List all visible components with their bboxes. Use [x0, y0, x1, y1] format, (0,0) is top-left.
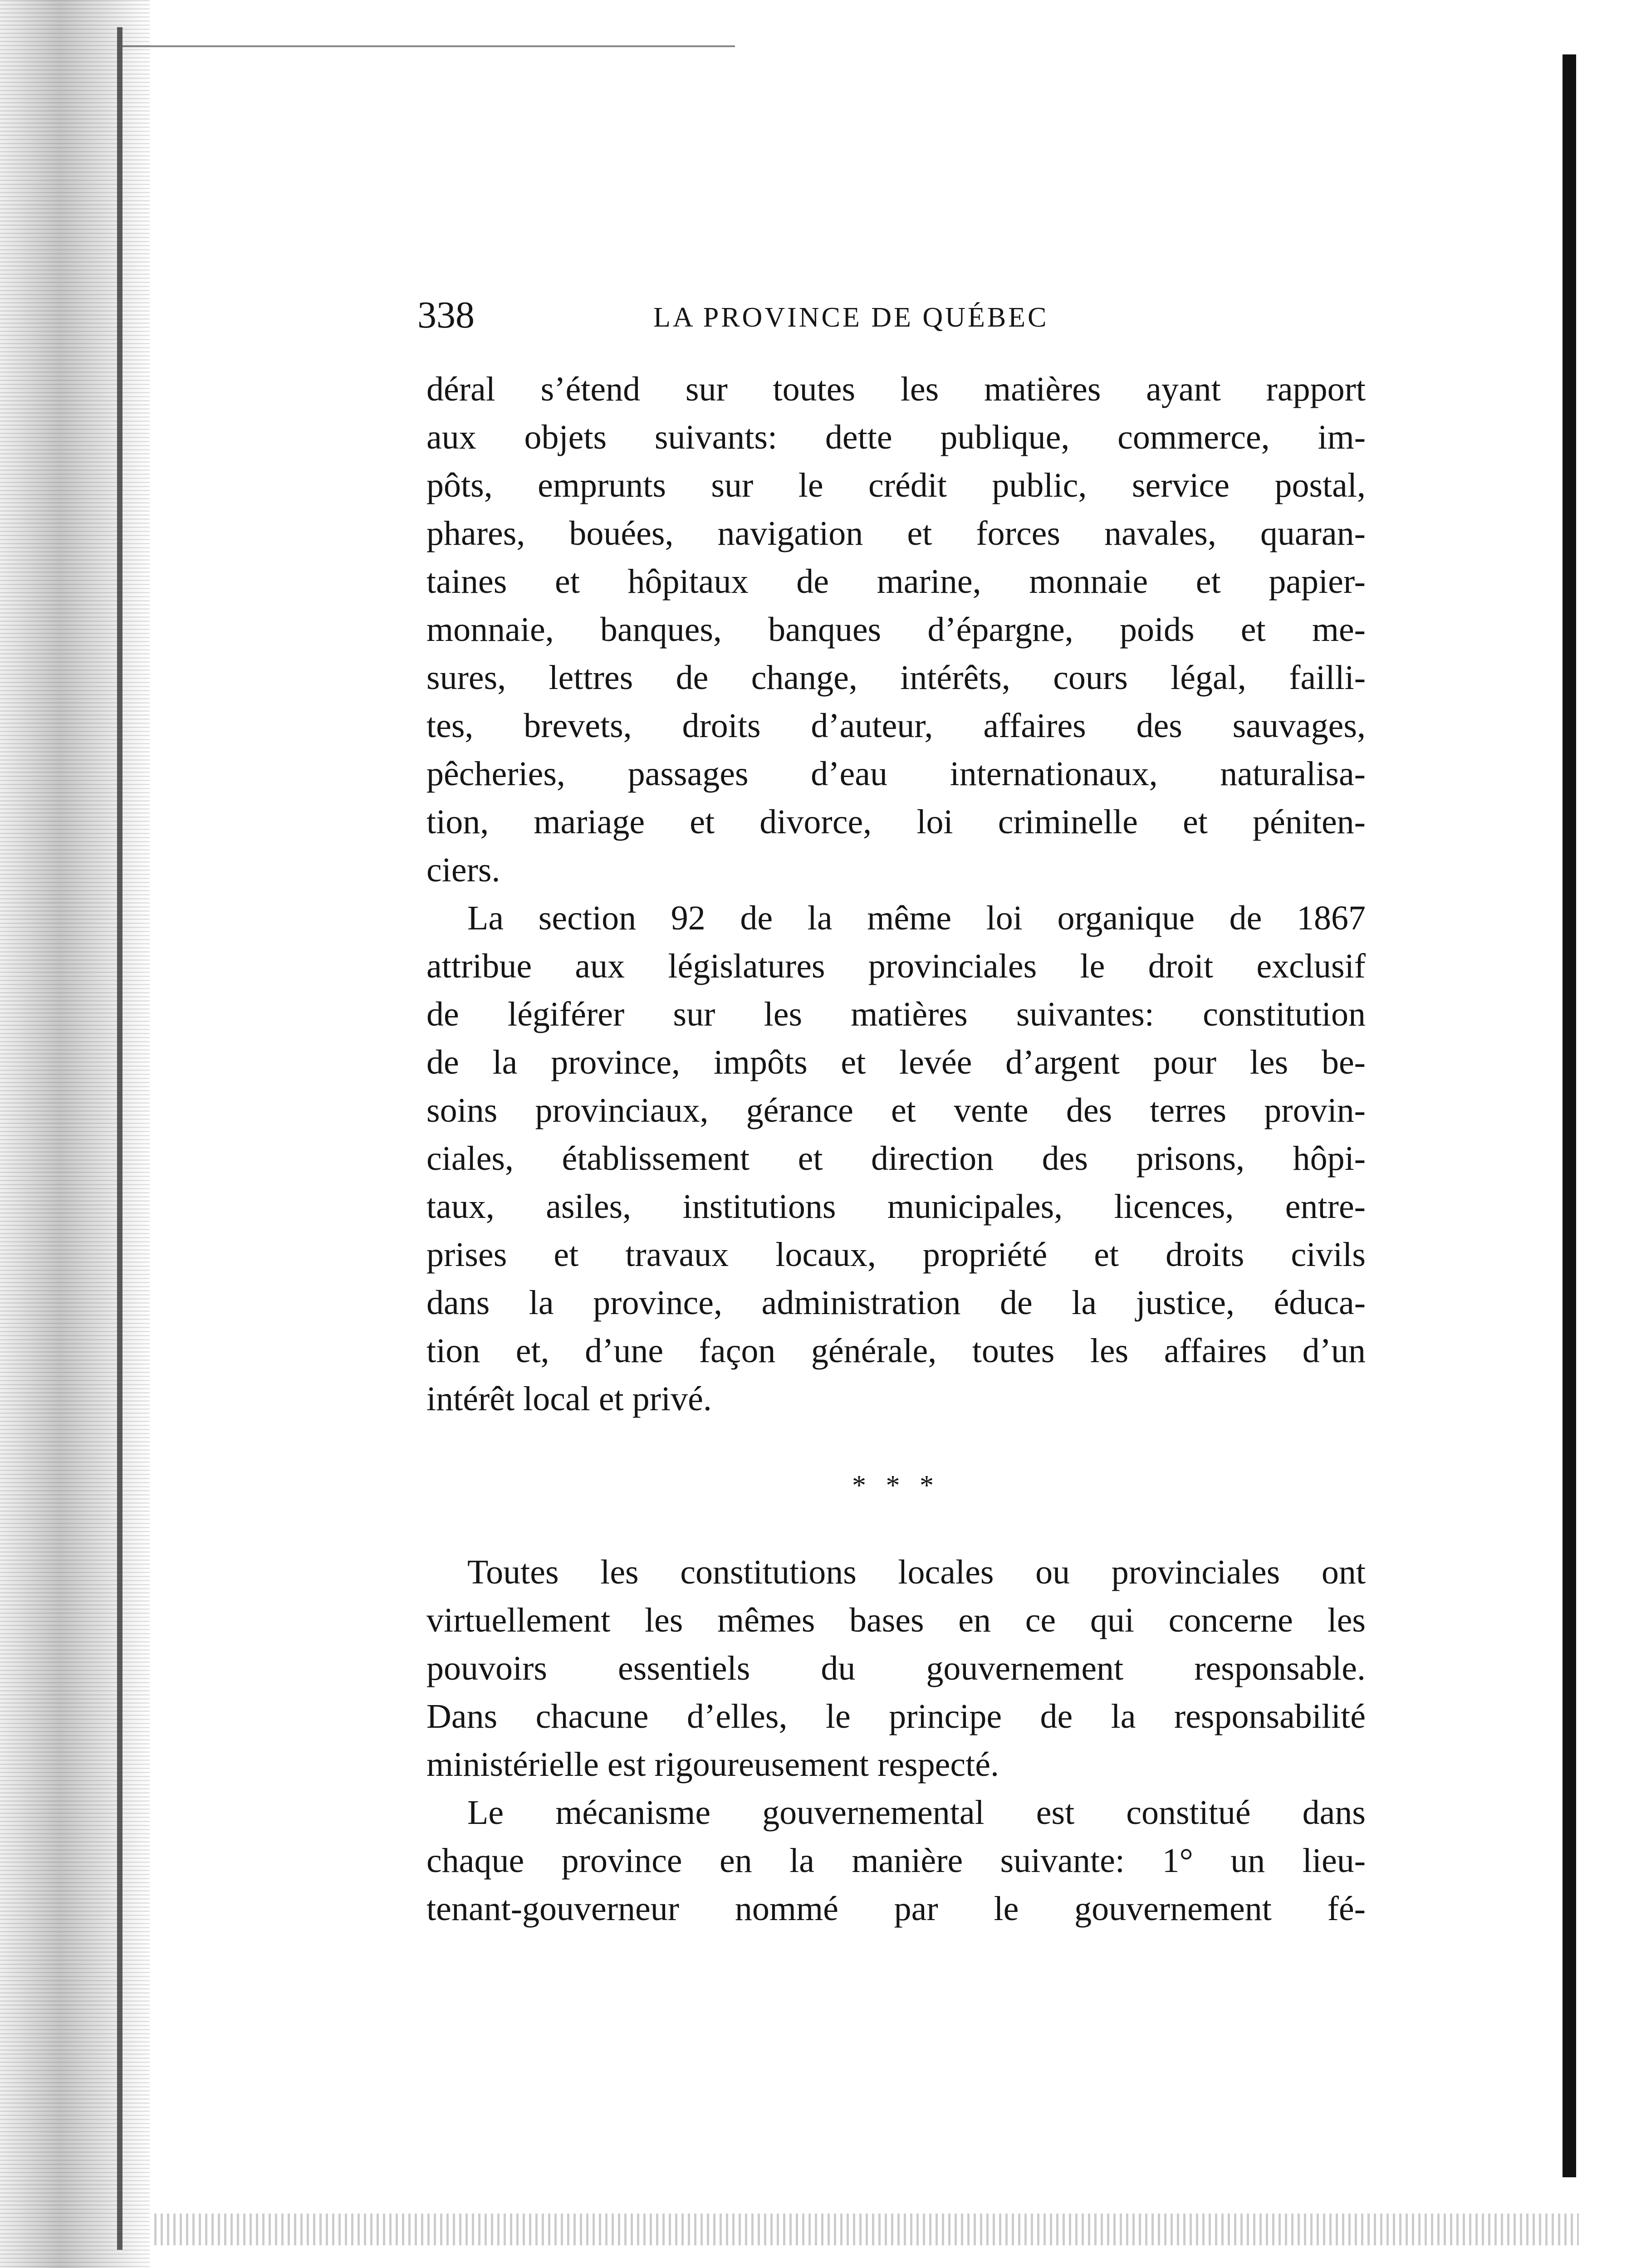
text-line: ciers. [426, 851, 500, 889]
text-line: monnaie, banques, banques d’épargne, poids et me- [426, 611, 1366, 649]
text-line: Le mécanisme gouvernemental est constitué dans [467, 1794, 1366, 1832]
text-line: tion et, d’une façon générale, toutes les affaires d’un [426, 1332, 1366, 1370]
text-line: aux objets suivants: dette publique, commerce, im- [426, 418, 1366, 456]
text-line: intérêt local et privé. [426, 1380, 712, 1418]
text-line: attribue aux législatures provinciales le droit exclusif [426, 947, 1366, 985]
scan-right-edge [1563, 54, 1576, 2177]
text-line: chaque province en la manière suivante: 1° un lieu- [426, 1842, 1366, 1880]
text-line: phares, bouées, navigation et forces navales, quaran- [426, 514, 1366, 552]
text-line: pôts, emprunts sur le crédit public, service postal, [426, 466, 1366, 504]
text-line: taines et hôpitaux de marine, monnaie et papier- [426, 562, 1366, 601]
text-line: La section 92 de la même loi organique de 1867 [467, 899, 1366, 937]
running-title: LA PROVINCE DE QUÉBEC [653, 302, 1049, 333]
text-line: ministérielle est rigoureusement respecté. [426, 1745, 999, 1784]
text-line: Dans chacune d’elles, le principe de la responsabilité [426, 1697, 1366, 1735]
text-line: tes, brevets, droits d’auteur, affaires des sauvages, [426, 707, 1366, 745]
scan-bottom-noise [154, 2214, 1579, 2245]
text-line: Toutes les constitutions locales ou provinciales ont [467, 1553, 1366, 1591]
text-line: sures, lettres de change, intérêts, cours légal, failli- [426, 659, 1366, 697]
body-text [426, 365, 1366, 1933]
page-number: 338 [417, 294, 475, 336]
text-line: tion, mariage et divorce, loi criminelle et péniten- [426, 803, 1366, 841]
scan-top-mark [118, 45, 735, 47]
page-header [417, 293, 1166, 342]
text-line: de légiférer sur les matières suivantes: constitution [426, 995, 1366, 1033]
text-line: virtuellement les mêmes bases en ce qui concerne les [426, 1601, 1366, 1639]
text-line: de la province, impôts et levée d’argent pour les be- [426, 1043, 1366, 1081]
scan-binding-edge [117, 27, 122, 2250]
text-line: pouvoirs essentiels du gouvernement responsable. [426, 1649, 1366, 1687]
text-line: prises et travaux locaux, propriété et droits civils [426, 1236, 1366, 1274]
text-line: tenant-gouverneur nommé par le gouvernement fé- [426, 1890, 1366, 1928]
scan-binding-shadow [0, 0, 150, 2268]
text-line: taux, asiles, institutions municipales, licences, entre- [426, 1188, 1366, 1226]
text-line: ciales, établissement et direction des prisons, hôpi- [426, 1139, 1366, 1178]
section-separator: * * * [852, 1470, 940, 1501]
text-line: soins provinciaux, gérance et vente des terres provin- [426, 1091, 1366, 1129]
text-line: déral s’étend sur toutes les matières ayant rapport [426, 370, 1366, 408]
text-line: pêcheries, passages d’eau internationaux, naturalisa- [426, 755, 1366, 793]
text-line: dans la province, administration de la justice, éduca- [426, 1284, 1366, 1322]
